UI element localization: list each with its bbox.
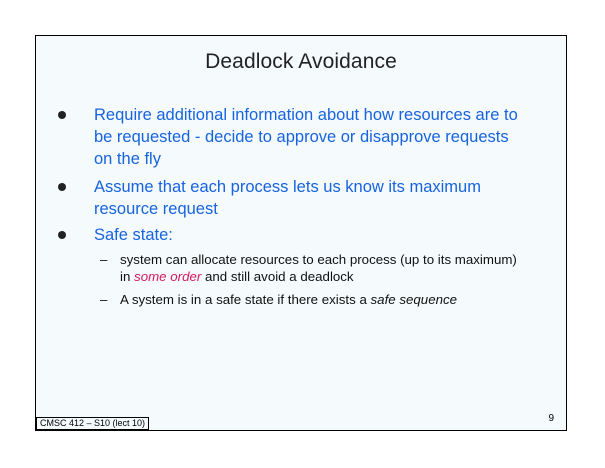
- bullet-text: Assume that each process lets us know its maximum resource request: [94, 178, 481, 218]
- sub-item-text-after: and still avoid a deadlock: [201, 269, 354, 284]
- sub-item-emphasis: safe sequence: [370, 292, 458, 307]
- footer-course-label: CMSC 412 – S10 (lect 10): [36, 417, 149, 430]
- bullet-item: [58, 224, 528, 246]
- slide-title: Deadlock Avoidance: [205, 50, 397, 73]
- sub-item-text-before: system can allocate resources to each process (up to its maximum) in: [120, 252, 517, 284]
- bullet-item: [58, 176, 528, 220]
- sub-item-text: [120, 291, 530, 308]
- bullet-dot-icon: [58, 183, 66, 191]
- page-number: 9: [548, 413, 554, 424]
- dash-marker: –: [100, 252, 108, 267]
- bullet-text: Require additional information about how resources are to be requested - decide to approve or disapprove requests on the fly: [94, 106, 518, 168]
- sub-item: [100, 251, 530, 285]
- sub-item-emphasis: some order: [134, 269, 202, 284]
- dash-marker: –: [100, 292, 108, 307]
- slide: [35, 35, 567, 431]
- bullet-dot-icon: [58, 111, 66, 119]
- sub-item-text-before: A system is in a safe state if there exists a: [120, 292, 371, 307]
- sub-item: [100, 291, 530, 308]
- bullet-dot-icon: [58, 231, 66, 239]
- bullet-item: [58, 104, 528, 170]
- sub-item-text: [120, 251, 530, 285]
- bullet-text: Safe state:: [94, 226, 173, 244]
